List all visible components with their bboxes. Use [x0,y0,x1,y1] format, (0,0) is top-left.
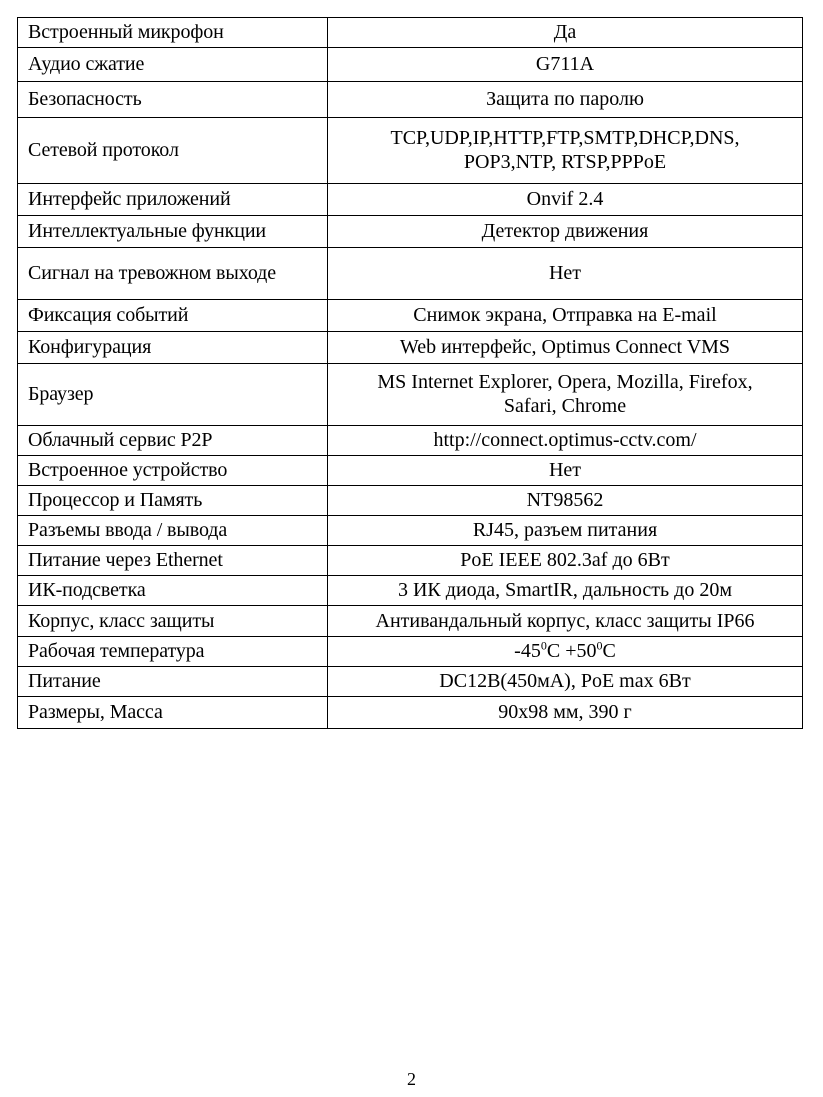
spec-value [328,637,803,667]
spec-value: Нет [328,456,803,486]
table-row [18,300,803,332]
spec-name: Питание [18,667,328,697]
specifications-table [17,17,803,729]
degree-superscript: 0 [596,638,603,653]
spec-value: Onvif 2.4 [328,184,803,216]
spec-value: Web интерфейс, Optimus Connect VMS [328,332,803,364]
table-row [18,516,803,546]
table-row [18,82,803,118]
spec-value: Антивандальный корпус, класс защиты IP66 [328,606,803,637]
spec-value: Да [328,18,803,48]
spec-name: Сетевой протокол [18,118,328,184]
spec-value: 3 ИК диода, SmartIR, дальность до 20м [328,576,803,606]
page-number: 2 [407,1069,416,1089]
spec-value: PoE IEEE 802.3af до 6Вт [328,546,803,576]
spec-name: Размеры, Масса [18,697,328,729]
temperature-unit: C [546,640,566,662]
table-row [18,576,803,606]
table-row [18,18,803,48]
spec-value: Снимок экрана, Отправка на E-mail [328,300,803,332]
spec-name: Безопасность [18,82,328,118]
spec-name: Фиксация событий [18,300,328,332]
spec-name: Облачный сервис P2P [18,426,328,456]
spec-name: Процессор и Память [18,486,328,516]
spec-name: Аудио сжатие [18,48,328,82]
spec-name: ИК-подсветка [18,576,328,606]
table-row [18,606,803,637]
degree-superscript: 0 [540,638,547,653]
spec-name: Интерфейс приложений [18,184,328,216]
spec-name: Интеллектуальные функции [18,216,328,248]
table-row [18,364,803,426]
table-row [18,184,803,216]
spec-value: DC12В(450мА), PoE max 6Вт [328,667,803,697]
spec-name: Рабочая температура [18,637,328,667]
table-row [18,48,803,82]
spec-name: Браузер [18,364,328,426]
spec-name: Встроенный микрофон [18,18,328,48]
table-row [18,637,803,667]
table-row [18,216,803,248]
spec-value: Защита по паролю [328,82,803,118]
spec-value: 90х98 мм, 390 г [328,697,803,729]
spec-name: Встроенное устройство [18,456,328,486]
table-row [18,486,803,516]
spec-value: TCP,UDP,IP,HTTP,FTP,SMTP,DHCP,DNS, POP3,NTP, RTSP,PPPoE [328,118,803,184]
spec-name: Сигнал на тревожном выходе [18,248,328,300]
temperature-unit: C [602,640,616,662]
table-row [18,697,803,729]
spec-name: Корпус, класс защиты [18,606,328,637]
spec-value: MS Internet Explorer, Opera, Mozilla, Firefox, Safari, Chrome [328,364,803,426]
spec-value: NT98562 [328,486,803,516]
table-row [18,546,803,576]
spec-value: Детектор движения [328,216,803,248]
table-row [18,332,803,364]
spec-value: http://connect.optimus-cctv.com/ [328,426,803,456]
spec-name: Конфигурация [18,332,328,364]
spec-value: Нет [328,248,803,300]
temperature-low: -45 [514,640,541,662]
table-row [18,456,803,486]
temperature-high: +50 [565,640,597,662]
spec-name: Разъемы ввода / вывода [18,516,328,546]
spec-value: RJ45, разъем питания [328,516,803,546]
table-row [18,426,803,456]
table-row [18,667,803,697]
spec-value: G711A [328,48,803,82]
table-row [18,248,803,300]
spec-name: Питание через Ethernet [18,546,328,576]
table-row [18,118,803,184]
